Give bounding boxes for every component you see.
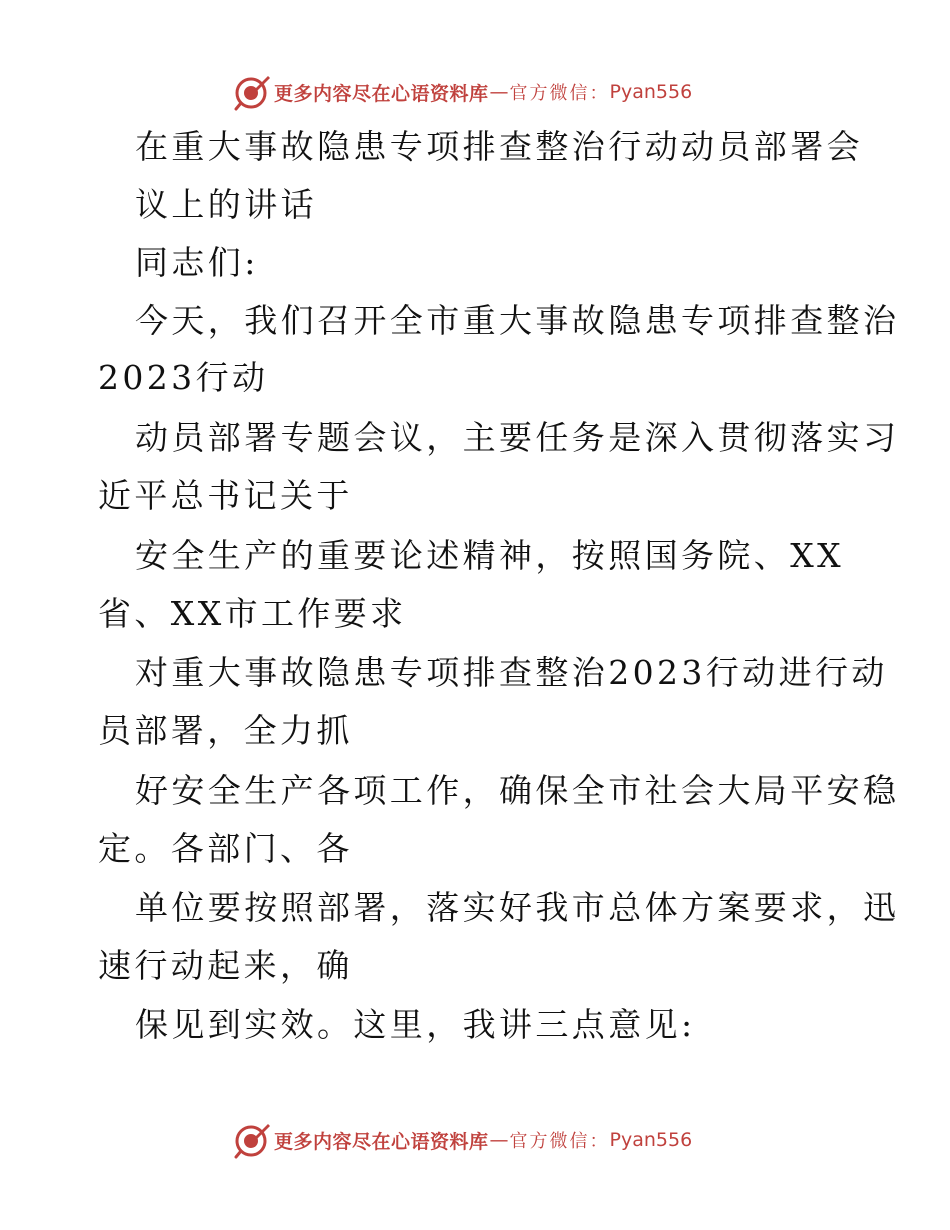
title-line-1: 在重大事故隐患专项排查整治行动动员部署会 — [135, 127, 863, 166]
paragraph-line: 2023行动 — [98, 358, 269, 397]
quill-logo-icon — [232, 1120, 272, 1160]
watermark-wechat-id: Pyan556 — [609, 1129, 693, 1151]
watermark-official-label: 官方微信： — [509, 1131, 610, 1152]
paragraph-line: 速行动起来，确 — [98, 946, 353, 985]
paragraph-line: 近平总书记关于 — [98, 476, 353, 515]
watermark-text: 更多内容尽在心语资料库 — [274, 1130, 489, 1153]
watermark-wechat-id: Pyan556 — [609, 81, 693, 103]
paragraph-line: 省、XX市工作要求 — [98, 594, 407, 633]
paragraph-line: 动员部署专题会议，主要任务是深入贯彻落实习 — [135, 418, 900, 457]
paragraph-line: 今天，我们召开全市重大事故隐患专项排查整治 — [135, 301, 900, 340]
paragraph-line: 对重大事故隐患专项排查整治2023行动进行动 — [135, 653, 888, 692]
paragraph-line: 员部署，全力抓 — [98, 711, 353, 750]
paragraph-line: 单位要按照部署，落实好我市总体方案要求，迅 — [135, 888, 900, 927]
watermark-dash: — — [489, 1129, 509, 1151]
title-line-2: 议上的讲话 — [135, 185, 317, 224]
paragraph-line: 保见到实效。这里，我讲三点意见: — [135, 1005, 696, 1044]
paragraph-line: 安全生产的重要论述精神，按照国务院、XX — [135, 536, 844, 575]
watermark-official-label: 官方微信： — [509, 83, 610, 104]
watermark-dash: — — [489, 81, 509, 103]
paragraph-line: 好安全生产各项工作，确保全市社会大局平安稳 — [135, 771, 900, 810]
footer-watermark — [232, 1120, 692, 1160]
paragraph-line: 定。各部门、各 — [98, 829, 353, 868]
salutation: 同志们: — [135, 243, 259, 282]
watermark-text: 更多内容尽在心语资料库 — [274, 82, 489, 105]
